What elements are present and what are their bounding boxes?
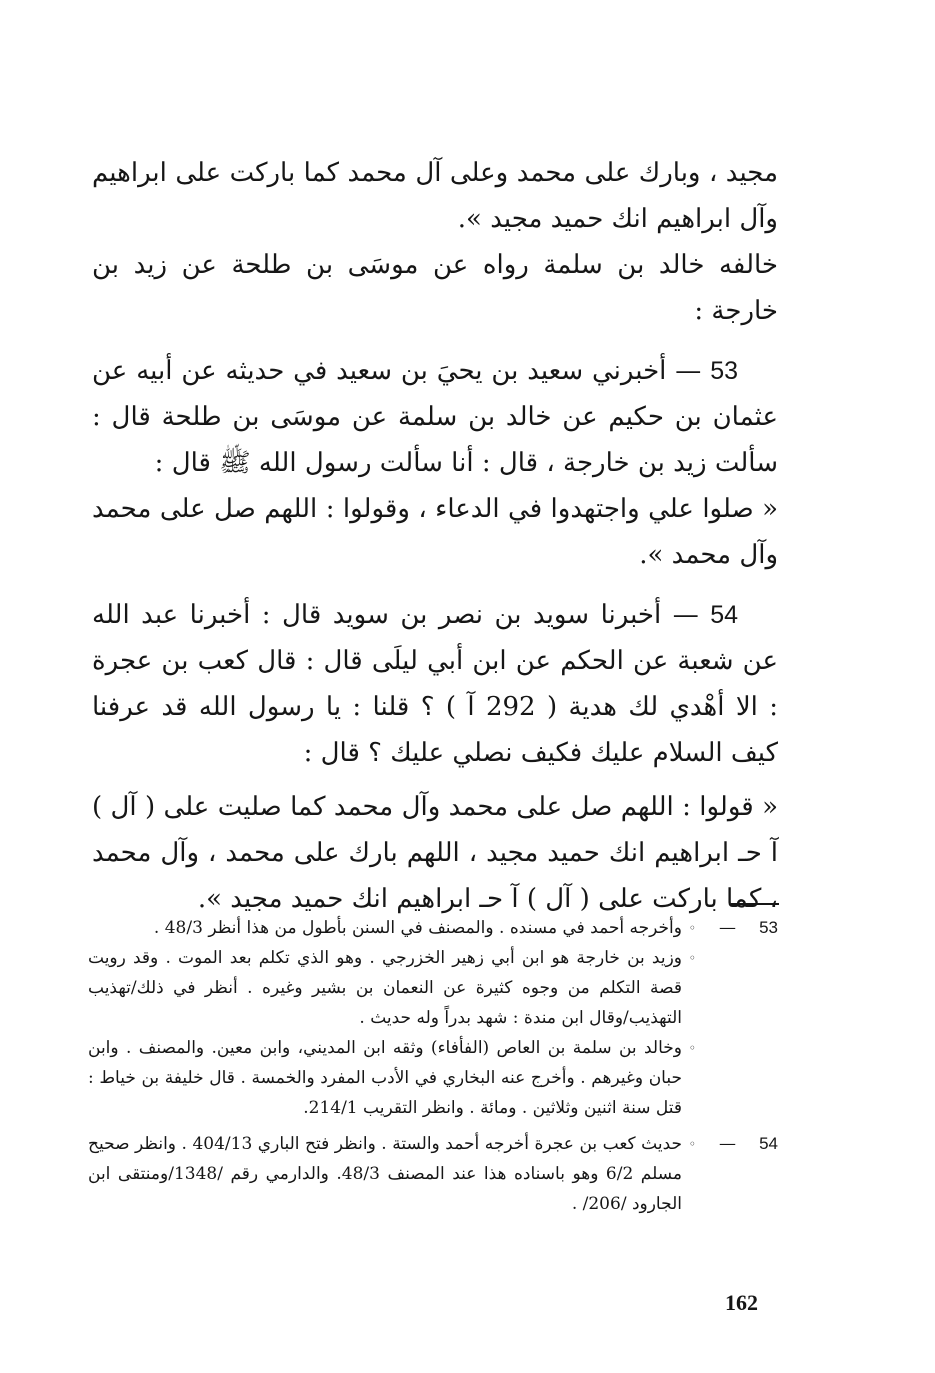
footnote-54-text-1: حديث كعب بن عجرة أخرجه أحمد والستة . وانظر فتح الباري 404/13 . وانظر صحيح مسلم 6/2 وهو باسناده هذا عند المصنف 48/3. والدارمي رقم /1348/ومنتقى ابن الجارود /206/ . — [88, 1134, 682, 1214]
main-text — [92, 150, 778, 922]
footnotes — [88, 913, 778, 1219]
hadith-53-quote: « صلوا علي واجتهدوا في الدعاء ، وقولوا : اللهم صل على محمد وآل محمد ». — [92, 494, 778, 570]
paragraph-continuation: مجيد ، وبارك على محمد وعلى آل محمد كما باركت على ابراهيم وآل ابراهيم انك حميد مجيد ». — [92, 158, 778, 234]
bullet-icon: ◦ — [688, 921, 696, 935]
hadith-53-dash: — — [666, 356, 702, 386]
footnote-53-item — [88, 1033, 696, 1123]
footnote-53-text-3: وخالد بن سلمة بن العاص (الفأفاء) وثقه ابن المديني، وابن معين. والمصنف . وابن حبان وغيرهم . وأخرج عنه البخاري في الأدب المفرد والخمسة . قال خليفة بن خياط : قتل سنة اثنين وثلاثين . ومائة . وانظر التقريب 214/1. — [88, 1038, 682, 1118]
bullet-icon: ◦ — [688, 1137, 696, 1151]
footnote-54-number: 54 — [759, 1134, 778, 1153]
footnote-53-item — [88, 943, 696, 1033]
page-number: 162 — [725, 1290, 758, 1315]
hadith-54-dash: — — [661, 600, 699, 630]
footnote-53-text-2: وزيد بن خارجة هو ابن أبي زهير الخزرجي . وهو الذي تكلم بعد الموت . وقد رويت قصة التكلم من وجوه كثيرة عن النعمان بن بشير وغيره . أنظر في ذلك/تهذيب التهذيب/وقال ابن مندة : شهد بدراً وله حديث . — [88, 948, 682, 1028]
bullet-icon: ◦ — [688, 951, 696, 965]
footnote-54 — [88, 1129, 778, 1219]
hadith-53-number: 53 — [710, 357, 739, 385]
hadith-53 — [92, 348, 778, 486]
hadith-53-text: أخبرني سعيد بن يحيَ بن سعيد في حديثه عن أبيه عن عثمان بن حكيم عن خالد بن سلمة عن موسَى بن طلحة قال : سألت زيد بن خارجة ، قال : أنا سألت رسول الله ﷺ قال : — [92, 356, 778, 478]
hadith-54-quote: « قولوا : اللهم صل على محمد وآل محمد كما صليت على ( آل ) آ حـ ابراهيم انك حميد مجيد ، اللهم بارك على محمد ، وآل محمد ، كما باركت على ( آل ) آ حـ ابراهيم انك حميد مجيد ». — [92, 792, 778, 914]
footnote-divider — [731, 903, 779, 905]
footnote-54-dash: — — [719, 1134, 736, 1154]
footnote-53-text-1: وأخرجه أحمد في مسنده . والمصنف في السنن بأطول من هذا أنظر 48/3 . — [153, 918, 682, 938]
footnote-53-item — [88, 913, 696, 943]
bullet-icon: ◦ — [688, 1041, 696, 1055]
footnote-53-dash: — — [719, 918, 736, 938]
footnote-53-number: 53 — [759, 918, 778, 937]
footnote-53 — [88, 913, 778, 1123]
hadith-54-number: 54 — [710, 601, 738, 629]
footnote-54-item — [88, 1129, 696, 1219]
paragraph-khalafahu: خالفه خالد بن سلمة رواه عن موسَى بن طلحة عن زيد بن خارجة : — [92, 250, 778, 326]
hadith-54-text: أخبرنا سويد بن نصر بن سويد قال : أخبرنا عبد الله عن شعبة عن الحكم عن ابن أبي ليلَى قال : قال كعب بن عجرة : الا أهْدي لك هدية ( 292 آ ) ؟ قلنا : يا رسول الله قد عرفنا كيف السلام عليك فكيف نصلي عليك ؟ قال : — [92, 600, 778, 768]
hadith-54 — [92, 592, 778, 776]
